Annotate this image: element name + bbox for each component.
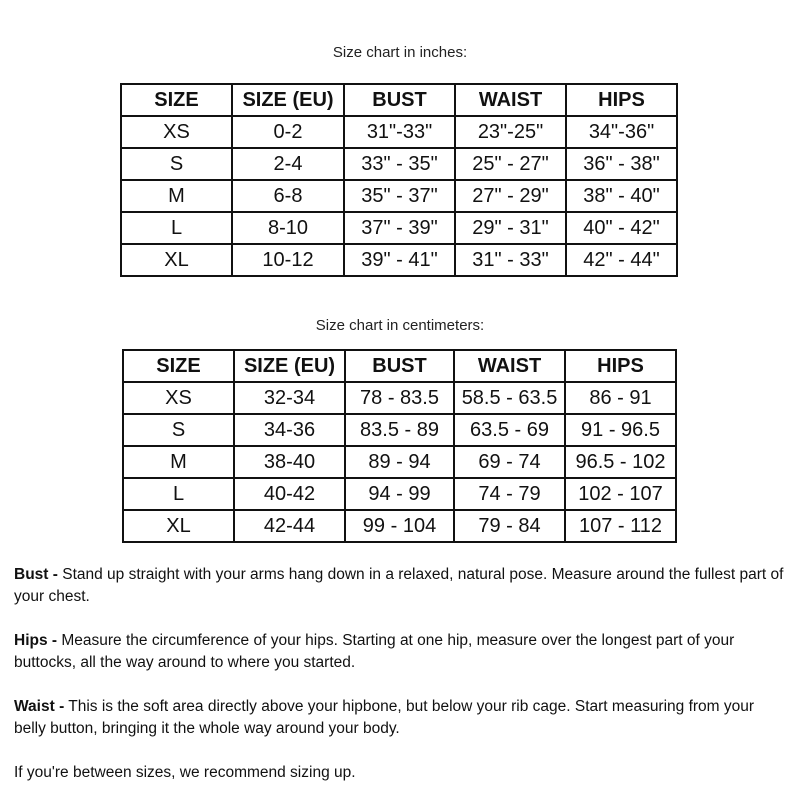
table-row [121, 244, 677, 276]
cell-size: S [123, 414, 234, 446]
cell-waist: 23"-25" [455, 116, 566, 148]
cell-bust: 39" - 41" [344, 244, 455, 276]
cell-hips: 96.5 - 102 [565, 446, 676, 478]
table-row [121, 212, 677, 244]
header-size-eu: SIZE (EU) [234, 350, 345, 382]
header-waist: WAIST [455, 84, 566, 116]
header-bust: BUST [345, 350, 454, 382]
cell-bust: 33" - 35" [344, 148, 455, 180]
inches-size-table [120, 83, 678, 277]
cell-hips: 34"-36" [566, 116, 677, 148]
header-size-eu: SIZE (EU) [232, 84, 344, 116]
cell-waist: 69 - 74 [454, 446, 565, 478]
cell-waist: 58.5 - 63.5 [454, 382, 565, 414]
header-hips: HIPS [566, 84, 677, 116]
table-row [123, 478, 676, 510]
hips-note [14, 630, 790, 674]
hips-note-label: Hips - [14, 632, 58, 649]
header-bust: BUST [344, 84, 455, 116]
cell-bust: 94 - 99 [345, 478, 454, 510]
cell-bust: 83.5 - 89 [345, 414, 454, 446]
bust-note-label: Bust - [14, 566, 58, 583]
cell-waist: 31" - 33" [455, 244, 566, 276]
cell-size: M [123, 446, 234, 478]
cell-hips: 40" - 42" [566, 212, 677, 244]
cell-size-eu: 10-12 [232, 244, 344, 276]
waist-note-text: This is the soft area directly above your hipbone, but below your rib cage. Start measuring from your belly button, bringing it the whole way around your body. [14, 698, 755, 737]
table-row [123, 414, 676, 446]
cell-waist: 79 - 84 [454, 510, 565, 542]
cell-size: XL [121, 244, 232, 276]
cell-size-eu: 34-36 [234, 414, 345, 446]
cell-hips: 86 - 91 [565, 382, 676, 414]
cell-size-eu: 42-44 [234, 510, 345, 542]
cell-size: L [123, 478, 234, 510]
cell-size-eu: 2-4 [232, 148, 344, 180]
hips-note-text: Measure the circumference of your hips. Starting at one hip, measure over the longest part of your buttocks, all the way around to where you started. [14, 632, 735, 671]
sizing-recommendation: If you're between sizes, we recommend sizing up. [14, 764, 356, 781]
centimeters-chart-caption: Size chart in centimeters: [315, 317, 485, 334]
cell-size: XS [121, 116, 232, 148]
cell-hips: 36" - 38" [566, 148, 677, 180]
table-row [121, 180, 677, 212]
table-row [121, 116, 677, 148]
cell-size: XL [123, 510, 234, 542]
measurement-notes [14, 564, 790, 806]
cell-bust: 99 - 104 [345, 510, 454, 542]
cell-bust: 31"-33" [344, 116, 455, 148]
cell-size-eu: 0-2 [232, 116, 344, 148]
cell-bust: 89 - 94 [345, 446, 454, 478]
inches-chart-caption: Size chart in inches: [332, 44, 468, 61]
cell-hips: 107 - 112 [565, 510, 676, 542]
header-size: SIZE [121, 84, 232, 116]
cell-size-eu: 38-40 [234, 446, 345, 478]
cell-waist: 63.5 - 69 [454, 414, 565, 446]
waist-note [14, 696, 790, 740]
cell-size-eu: 40-42 [234, 478, 345, 510]
header-hips: HIPS [565, 350, 676, 382]
table-header-row [121, 84, 677, 116]
table-row [123, 510, 676, 542]
cell-hips: 102 - 107 [565, 478, 676, 510]
cell-bust: 37" - 39" [344, 212, 455, 244]
cell-hips: 42" - 44" [566, 244, 677, 276]
cell-size-eu: 32-34 [234, 382, 345, 414]
bust-note [14, 564, 790, 608]
centimeters-size-table [122, 349, 677, 543]
table-header-row [123, 350, 676, 382]
header-size: SIZE [123, 350, 234, 382]
cell-size: M [121, 180, 232, 212]
cell-size: S [121, 148, 232, 180]
table-row [123, 446, 676, 478]
cell-size-eu: 6-8 [232, 180, 344, 212]
header-waist: WAIST [454, 350, 565, 382]
cell-waist: 27" - 29" [455, 180, 566, 212]
cell-waist: 74 - 79 [454, 478, 565, 510]
table-row [121, 148, 677, 180]
cell-bust: 78 - 83.5 [345, 382, 454, 414]
cell-hips: 38" - 40" [566, 180, 677, 212]
cell-waist: 25" - 27" [455, 148, 566, 180]
cell-bust: 35" - 37" [344, 180, 455, 212]
waist-note-label: Waist - [14, 698, 65, 715]
cell-size-eu: 8-10 [232, 212, 344, 244]
table-row [123, 382, 676, 414]
bust-note-text: Stand up straight with your arms hang down in a relaxed, natural pose. Measure around the fullest part of your chest. [14, 566, 784, 605]
cell-size: XS [123, 382, 234, 414]
cell-size: L [121, 212, 232, 244]
cell-waist: 29" - 31" [455, 212, 566, 244]
cell-hips: 91 - 96.5 [565, 414, 676, 446]
